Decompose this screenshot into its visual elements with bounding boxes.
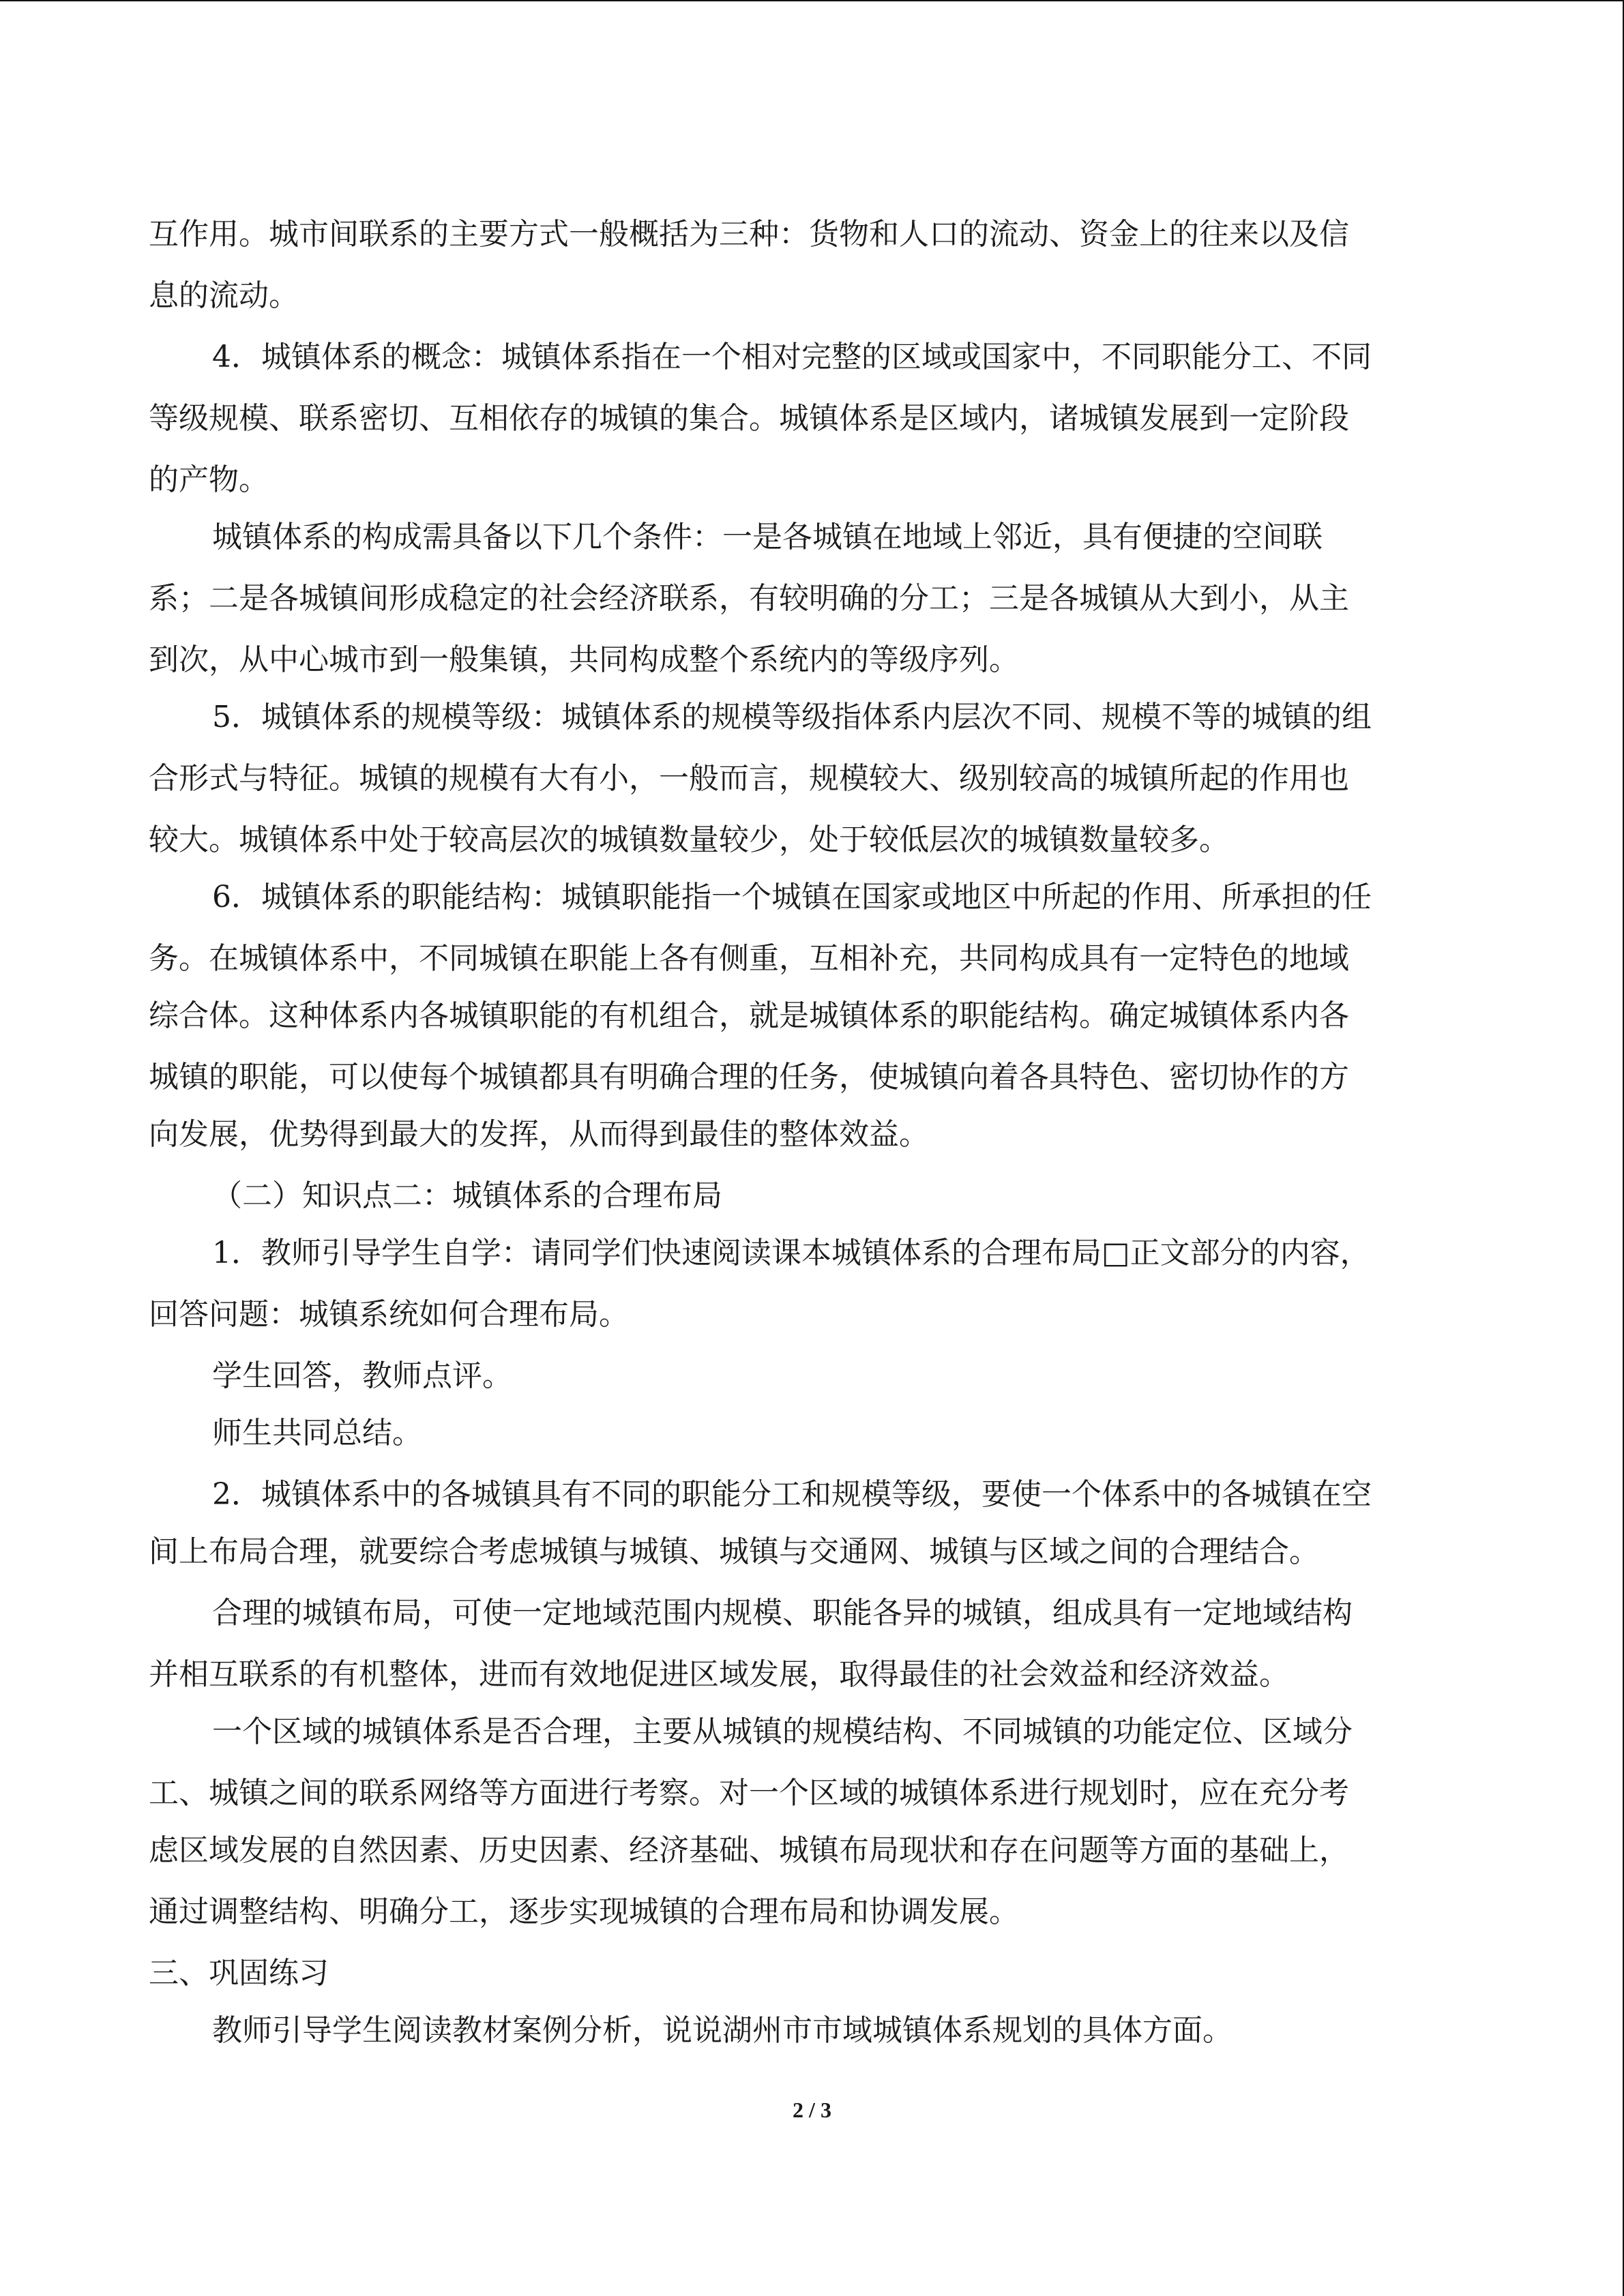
paragraph-line: 系；二是各城镇间形成稳定的社会经济联系，有较明确的分工；三是各城镇从大到小，从主 bbox=[149, 581, 1349, 616]
paragraph-line: 6．城镇体系的职能结构：城镇职能指一个城镇在国家或地区中所起的作用、所承担的任 bbox=[212, 880, 1372, 914]
paragraph-line: 的产物。 bbox=[149, 462, 269, 497]
paragraph-line: 2．城镇体系中的各城镇具有不同的职能分工和规模等级，要使一个体系中的各城镇在空 bbox=[212, 1477, 1372, 1512]
paragraph-line: 较大。城镇体系中处于较高层次的城镇数量较少，处于较低层次的城镇数量较多。 bbox=[149, 822, 1229, 857]
paragraph-line: 5．城镇体系的规模等级：城镇体系的规模等级指体系内层次不同、规模不等的城镇的组 bbox=[212, 700, 1372, 734]
paragraph-line: 务。在城镇体系中，不同城镇在职能上各有侧重，互相补充，共同构成具有一定特色的地域 bbox=[149, 941, 1349, 976]
paragraph-line: 学生回答，教师点评。 bbox=[212, 1358, 512, 1393]
paragraph-line: 虑区域发展的自然因素、历史因素、经济基础、城镇布局现状和存在问题等方面的基础上， bbox=[149, 1833, 1349, 1868]
paragraph-line: 城镇的职能，可以使每个城镇都具有明确合理的任务，使城镇向着各具特色、密切协作的方 bbox=[149, 1060, 1349, 1094]
paragraph-line: 合形式与特征。城镇的规模有大有小，一般而言，规模较大、级别较高的城镇所起的作用也 bbox=[149, 761, 1349, 796]
paragraph-line: 工、城镇之间的联系网络等方面进行考察。对一个区域的城镇体系进行规划时，应在充分考 bbox=[149, 1776, 1349, 1810]
paragraph-line: 并相互联系的有机整体，进而有效地促进区域发展，取得最佳的社会效益和经济效益。 bbox=[149, 1657, 1289, 1692]
paragraph-line: 一个区域的城镇体系是否合理，主要从城镇的规模结构、不同城镇的功能定位、区域分 bbox=[212, 1714, 1353, 1749]
section-heading: 三、巩固练习 bbox=[149, 1956, 329, 1991]
paragraph-line: 城镇体系的构成需具备以下几个条件：一是各城镇在地域上邻近，具有便捷的空间联 bbox=[212, 520, 1323, 554]
paragraph-line: 回答问题：城镇系统如何合理布局。 bbox=[149, 1297, 629, 1332]
section-heading: （二）知识点二：城镇体系的合理布局 bbox=[212, 1178, 722, 1213]
paragraph-line: 到次，从中心城市到一般集镇，共同构成整个系统内的等级序列。 bbox=[149, 642, 1019, 677]
paragraph-line: 师生共同总结。 bbox=[212, 1416, 422, 1450]
paragraph-line: 教师引导学生阅读教材案例分析，说说湖州市市域城镇体系规划的具体方面。 bbox=[212, 2013, 1232, 2048]
page-number: 2 / 3 bbox=[793, 2098, 831, 2122]
paragraph-line: 等级规模、联系密切、互相依存的城镇的集合。城镇体系是区域内，诸城镇发展到一定阶段 bbox=[149, 401, 1349, 436]
paragraph-line: 息的流动。 bbox=[149, 278, 299, 313]
paragraph-line: 间上布局合理，就要综合考虑城镇与城镇、城镇与交通网、城镇与区域之间的合理结合。 bbox=[149, 1534, 1319, 1569]
paragraph-line: 互作用。城市间联系的主要方式一般概括为三种：货物和人口的流动、资金上的往来以及信 bbox=[149, 217, 1349, 252]
paragraph-line: 综合体。这种体系内各城镇职能的有机组合，就是城镇体系的职能结构。确定城镇体系内各 bbox=[149, 998, 1349, 1033]
paragraph-line: 向发展，优势得到最大的发挥，从而得到最佳的整体效益。 bbox=[149, 1117, 929, 1152]
paragraph-line: 1．教师引导学生自学：请同学们快速阅读课本城镇体系的合理布局□正文部分的内容， bbox=[212, 1236, 1370, 1270]
paragraph-line: 通过调整结构、明确分工，逐步实现城镇的合理布局和协调发展。 bbox=[149, 1894, 1019, 1929]
paragraph-line: 合理的城镇布局，可使一定地域范围内规模、职能各异的城镇，组成具有一定地域结构 bbox=[212, 1596, 1353, 1630]
paragraph-line: 4．城镇体系的概念：城镇体系指在一个相对完整的区域或国家中，不同职能分工、不同 bbox=[212, 340, 1372, 374]
